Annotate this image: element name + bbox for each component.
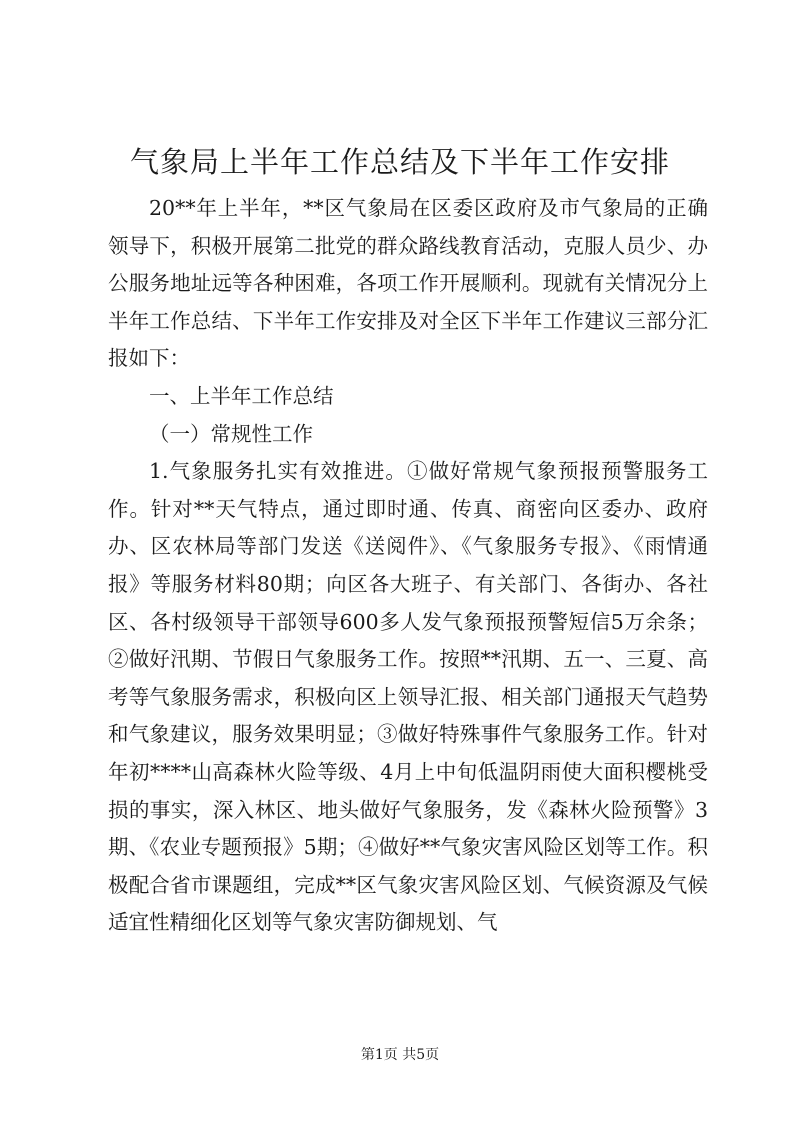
body-paragraph: 1.气象服务扎实有效推进。①做好常规气象预报预警服务工作。针对**天气特点，通过即时通、传真、商密向区委办、政府办、区农林局等部门发送《送阅件》、《气象服务专报》、《雨情通报》等服务材料80期；向区各大班子、有关部门、各街办、各社区、各村级领导干部领导600多人发气象预报预警短信5万余条；②做好汛期、节假日气象服务工作。按照**汛期、五一、三夏、高考等气象服务需求，积极向区上领导汇报、相关部门通报天气趋势和气象建议，服务效果明显；③做好特殊事件气象服务工作。针对年初****山高森林火险等级、4月上中旬低温阴雨使大面积樱桃受损的事实，深入林区、地头做好气象服务，发《森林火险预警》3期、《农业专题预报》5期；④做好**气象灾害风险区划等工作。积极配合省市课题组，完成**区气象灾害风险区划、气候资源及气候适宜性精细化区划等气象灾害防御规划、气	[108, 459, 708, 935]
subsection-heading: （一）常规性工作	[149, 421, 313, 446]
page-number: 第1页 共5页	[360, 1047, 440, 1063]
document-title: 气象局上半年工作总结及下半年工作安排	[129, 145, 670, 179]
intro-paragraph: 20**年上半年，**区气象局在区委区政府及市气象局的正确领导下，积极开展第二批党的群众路线教育活动，克服人员少、办公服务地址远等各种困难，各项工作开展顺利。现就有关情况分上半年工作总结、下半年工作安排及对全区下半年工作建议三部分汇报如下：	[108, 196, 708, 371]
document-body	[108, 190, 708, 942]
section-heading: 一、上半年工作总结	[149, 383, 334, 408]
